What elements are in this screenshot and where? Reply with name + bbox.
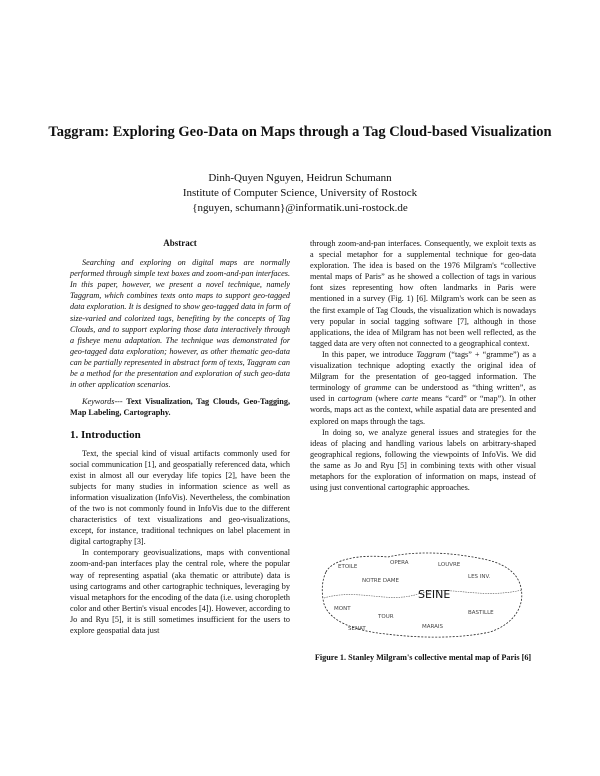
map-word: MARAIS <box>422 624 443 630</box>
figure-caption: Figure 1. Stanley Milgram's collective mental map of Paris [6] <box>314 653 532 662</box>
keywords-text: Text Visualization, Tag Clouds, Geo-Tagging, Map Labeling, Cartography. <box>70 397 291 418</box>
p2-text-c: can be understood as “thing written”, as used in <box>310 383 537 404</box>
map-word: ETOILE <box>338 564 358 570</box>
keywords-label: Keywords--- <box>82 397 123 407</box>
intro-paragraph-2: In contemporary geovisualizations, maps with conventional zoom-and-pan interfaces play the central role, where the popular way of representing aspatial (aka thematic or attribute) data is using cartograms and other cartographic techniques, leveraging by visual metaphors for the encoding of the data (i.e. using choropleth color and other Bertin's visual encodes [4]). However, according to Jo and Ryu [5], it is still sometimes insufficient for the users to explore geospatial data just <box>70 548 290 635</box>
email: {nguyen, schumann}@informatik.uni-rostock.de <box>192 202 408 214</box>
abstract-text: Searching and exploring on digital maps are normally performed through simple text boxes and zoom-and-pan interfaces. In this paper, however, we present a novel technique, namely Taggram, which combines texts onto maps to support geo-tagged data exploration. It is designed to show geo-tagged data in form of size-varied and colorized tags, benefiting by the concepts of Tag Clouds, and to support exploring those data interactively through a fisheye menu adaptation. The technique was demonstrated for geo-tagged data exploration; however, as other thematic geo-data can be partially represented in abstract form of texts, Taggram can be a method for the presentation and exploration of such geo-data in other application scenarios. <box>70 258 290 390</box>
right-paragraph-3: In doing so, we analyze general issues and strategies for the ideas of placing and handling various labels on arbitrary-shaped geographical regions, following the viewpoints of InfoVis. We did the same as Jo and Ryu [5] in combining texts with other visual metaphors for the exploration of information on maps, instead of using just conventional cartographic approaches. <box>310 427 536 493</box>
paper-title: Taggram: Exploring Geo-Data on Maps through a Tag Cloud-based Visualization <box>48 124 552 140</box>
milgram-map-figure <box>318 548 528 640</box>
map-word: SENAT <box>348 626 366 632</box>
right-column <box>310 238 536 493</box>
term-cartogram: cartogram <box>337 394 373 404</box>
right-paragraph-2 <box>310 349 536 427</box>
left-column <box>70 238 290 636</box>
abstract <box>70 257 290 390</box>
map-word: NOTRE DAME <box>362 578 399 584</box>
term-taggram: Taggram <box>416 349 446 359</box>
p2-text-e: means “card” or “map”). In other words, maps act as the context, while aspatial data are presented and explored on maps through the tags. <box>310 394 536 426</box>
map-word: TOUR <box>378 614 394 620</box>
intro-paragraph-1: Text, the special kind of visual artifacts commonly used for social communication [1], and geospatially referenced data, which exist in almost all our everyday life topics [2], have been the subjects for many studies in information science as well as information visualization (InfoVis). Nevertheless, the combination of the two is not commonly found in InfoVis due to the different characteristics of text visualizations and geo-visualizations, except, for instance, traditional techniques on label placement in digital cartography [3]. <box>70 448 290 547</box>
map-word: MONT <box>334 606 351 612</box>
authors: Dinh-Quyen Nguyen, Heidrun Schumann <box>208 172 392 184</box>
keywords <box>70 396 290 418</box>
seine-label: SEINE <box>418 588 451 601</box>
p2-text-b: (“tags” + “gramme”) as a visualization technique adopting exactly the original idea of Milgram for the presentation of geo-tagged information. The terminology of <box>310 349 536 393</box>
term-gramme: gramme <box>364 383 392 393</box>
map-word: OPERA <box>390 560 409 566</box>
map-word: LES INV. <box>468 574 491 580</box>
term-carte: carte <box>401 394 419 404</box>
map-word: BASTILLE <box>468 610 494 616</box>
right-paragraph-1: through zoom-and-pan interfaces. Consequently, we exploit texts as a special metaphor for a supplemental technique for geo-data exploration. The idea is based on the 1976 Milgram's “collective mental maps of Paris” as he showed a collection of tags in various font sizes representing how often landmarks in Paris were mentioned in a survey (Fig. 1) [6]. Milgram's work can be seen as the first example of Tag Clouds, the visualization which is nowadays very popular in social tagging software [7], although in those applications, the idea of Milgram has not been well reflected, as the tagged data are very often not connected to a geographical context. <box>310 239 536 348</box>
affiliation: Institute of Computer Science, University of Rostock <box>182 187 418 199</box>
abstract-heading: Abstract <box>163 238 197 248</box>
author-block <box>0 171 600 216</box>
intro-heading: 1. Introduction <box>70 429 141 442</box>
p2-text-a: In this paper, we introduce <box>322 349 417 359</box>
p2-text-d: (where <box>372 394 402 404</box>
map-word: LOUVRE <box>438 562 461 568</box>
